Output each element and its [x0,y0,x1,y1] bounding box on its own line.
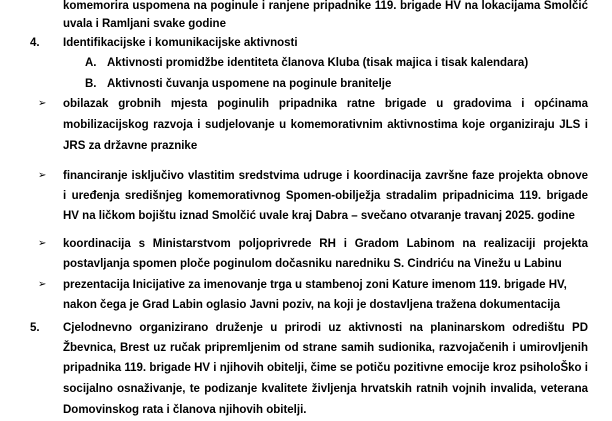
bullet-2-line-3: HV na ličkom bojištu iznad Smolčić uvale kraj Dabra – svečano otvaranje travanj 2025. godine [63,210,575,222]
bullet-4-line-2: nakon čega je Grad Labin oglasio Javni poziv, na koji je dostavljena tražena dokumentacija [63,299,560,311]
intro-line-1: komemorira uspomena na poginule i ranjene pripadnike 119. brigade HV na lokacijama Smolčić [63,0,588,12]
intro-line-2: uvala i Ramljani svake godine [63,18,226,30]
bullet-arrow-icon: ➢ [38,279,47,290]
sub-item-a-text: Aktivnosti promidžbe identiteta članova Kluba (tisak majica i tisak kalendara) [107,57,529,69]
sub-item-a-letter: A. [85,57,97,69]
bullet-2-line-2: i uređenja središnjeg komemorativnog Spomen-obilježja stradalim pripadnicima 119. brigade [63,190,588,202]
bullet-1-line-3: JRS za državne praznike [63,140,198,152]
bullet-arrow-icon: ➢ [38,170,47,181]
bullet-3-line-1: koordinacija s Ministarstvom poljoprivrede RH i Gradom Labinom na realizaciji projekta [63,238,588,250]
bullet-4-line-1: prezentacija Inicijative za imenovanje trga u stambenoj zoni Kature imenom 119. brigade HV, [63,279,567,291]
section-4-title: Identifikacijske i komunikacijske aktivnosti [63,37,298,49]
bullet-3-line-2: postavljanja spomen ploče poginulom dočasniku naredniku S. Cindriću na Vinežu u Labinu [63,258,562,270]
bullet-1-line-1: obilazak grobnih mjesta poginulih pripadnika ratne brigade u gradovima i općinama [63,98,588,110]
bullet-2-line-1: financiranje isključivo vlastitim sredstvima udruge i koordinacija završne faze projekta obnove [63,170,588,182]
sub-item-b-text: Aktivnosti čuvanja uspomene na poginule branitelje [107,78,392,90]
section-5-number: 5. [30,322,40,334]
section-4-number: 4. [30,37,40,49]
sub-item-b-letter: B. [85,78,97,90]
section-5-line-4: socijalno osnaživanje, te podizanje kvalitete življenja hrvatskih ratnih vojnih invalida, veterana [63,383,588,395]
section-5-line-2: Žbevnica, Brest uz ručak pripremljenim od strane samih sudionika, razvojačenih i umirovljenih [63,342,588,354]
bullet-arrow-icon: ➢ [38,238,47,249]
section-5-line-3: pripadnika 119. brigade HV i njihovih obitelji, čime se potiču pozitivne emocije kroz psiholoŠko i [63,362,588,374]
section-5-line-1: Cjelodnevno organizirano druženje u prirodi uz aktivnosti na planinarskom odredištu PD [63,322,588,334]
bullet-1-line-2: mobilizacijskog razvoja i sudjelovanje u komemorativnim aktivnostima koje organiziraju JLS i [63,119,588,131]
bullet-arrow-icon: ➢ [38,98,47,109]
section-5-line-5: Domovinskog rata i članova njihovih obitelji. [63,404,307,416]
